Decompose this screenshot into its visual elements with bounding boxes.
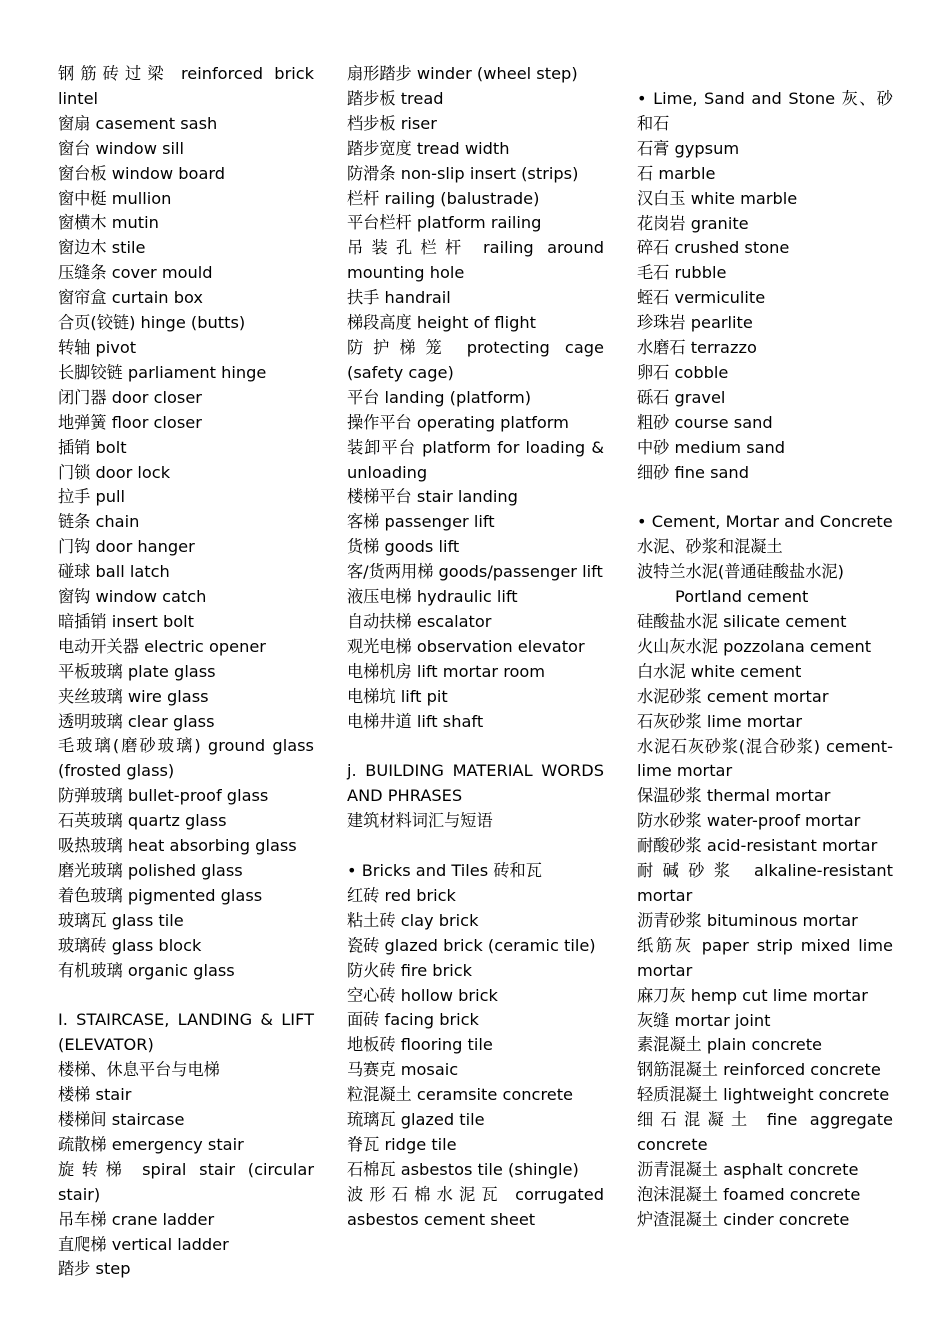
- glossary-entry: 窗中梃 mullion: [58, 188, 172, 208]
- glossary-entry: 踏步 step: [58, 1259, 131, 1279]
- glossary-entry: 珍珠岩 pearlite: [637, 313, 753, 333]
- glossary-entry: 合页(铰链) hinge (butts): [58, 313, 246, 333]
- glossary-entry: 保温砂浆 thermal mortar: [637, 786, 831, 806]
- glossary-entry: 细石混凝土 fine aggregate concrete: [637, 1110, 893, 1155]
- glossary-entry: 电动开关器 electric opener: [58, 636, 266, 656]
- glossary-entry: 粘土砖 clay brick: [347, 910, 479, 930]
- glossary-entry: 门锁 door lock: [58, 462, 171, 482]
- glossary-entry: 马赛克 mosaic: [347, 1060, 459, 1080]
- glossary-entry: 水泥砂浆 cement mortar: [637, 686, 829, 706]
- glossary-entry: • Lime, Sand and Stone 灰、砂和石: [637, 89, 893, 133]
- glossary-entry: 门钩 door hanger: [58, 537, 195, 557]
- glossary-entry: Portland cement: [675, 587, 809, 607]
- glossary-entry: 有机玻璃 organic glass: [58, 960, 235, 980]
- glossary-entry: 钢筋砖过梁 reinforced brick lintel: [58, 64, 314, 108]
- glossary-entry: 窗边木 stile: [58, 238, 146, 258]
- glossary-entry: 吊装孔栏杆 railing around mounting hole: [347, 238, 604, 283]
- glossary-entry: 窗帘盒 curtain box: [58, 288, 203, 308]
- glossary-entry: 楼梯 stair: [58, 1085, 132, 1105]
- glossary-entry: 窗钩 window catch: [58, 587, 207, 607]
- glossary-entry: 扇形踏步 winder (wheel step): [347, 64, 578, 83]
- glossary-entry: 石 marble: [637, 163, 716, 183]
- glossary-entry: 档步板 riser: [347, 113, 437, 133]
- glossary-entry: 装卸平台 platform for loading & unloading: [347, 437, 604, 482]
- glossary-entry: 平台栏杆 platform railing: [347, 213, 542, 233]
- glossary-entry: 蛭石 vermiculite: [637, 288, 766, 308]
- glossary-entry: 货梯 goods lift: [347, 537, 460, 557]
- glossary-entry: 着色玻璃 pigmented glass: [58, 885, 263, 905]
- glossary-entry: 液压电梯 hydraulic lift: [347, 587, 518, 607]
- glossary-entry: 水磨石 terrazzo: [637, 338, 757, 358]
- glossary-entry: 平台 landing (platform): [347, 387, 532, 407]
- glossary-entry: 花岗岩 granite: [637, 213, 749, 233]
- blank-line: [58, 984, 314, 1009]
- text-column-3: [637, 87, 893, 1233]
- glossary-entry: 火山灰水泥 pozzolana cement: [637, 636, 872, 656]
- glossary-entry: 防护梯笼 protecting cage (safety cage): [347, 337, 604, 382]
- glossary-entry: 拉手 pull: [58, 487, 126, 507]
- glossary-entry: 中砂 medium sand: [637, 437, 786, 457]
- glossary-entry: 楼梯间 staircase: [58, 1110, 185, 1130]
- glossary-entry: 炉渣混凝土 cinder concrete: [637, 1209, 850, 1229]
- glossary-entry: 栏杆 railing (balustrade): [347, 188, 540, 208]
- glossary-entry: 客/货两用梯 goods/passenger lift: [347, 562, 603, 582]
- glossary-entry: 砾石 gravel: [637, 387, 726, 407]
- glossary-entry: 波特兰水泥(普通硅酸盐水泥): [637, 562, 844, 582]
- glossary-entry: 平板玻璃 plate glass: [58, 661, 216, 681]
- glossary-entry: 卵石 cobble: [637, 362, 729, 382]
- glossary-entry: 红砖 red brick: [347, 885, 456, 905]
- glossary-entry: 窗扇 casement sash: [58, 113, 218, 133]
- glossary-entry: 观光电梯 observation elevator: [347, 636, 585, 656]
- blank-line: [347, 734, 604, 759]
- glossary-entry: 素混凝土 plain concrete: [637, 1035, 823, 1055]
- glossary-entry: 窗台板 window board: [58, 163, 226, 183]
- glossary-entry: 旋转梯 spiral stair (circular stair): [58, 1159, 314, 1204]
- glossary-entry: • Bricks and Tiles 砖和瓦: [347, 860, 542, 880]
- glossary-entry: 压缝条 cover mould: [58, 263, 213, 283]
- glossary-entry: 轻质混凝土 lightweight concrete: [637, 1085, 890, 1105]
- glossary-entry: 夹丝玻璃 wire glass: [58, 686, 209, 706]
- glossary-entry: 疏散梯 emergency stair: [58, 1134, 244, 1154]
- glossary-entry: 水泥石灰砂浆(混合砂浆) cement-lime mortar: [637, 736, 893, 781]
- glossary-entry: I. STAIRCASE, LANDING & LIFT (ELEVATOR): [58, 1010, 314, 1055]
- glossary-entry: 粗砂 course sand: [637, 412, 773, 432]
- glossary-entry: 石棉瓦 asbestos tile (shingle): [347, 1159, 579, 1179]
- glossary-entry: 石灰砂浆 lime mortar: [637, 711, 803, 731]
- glossary-entry: 泡沫混凝土 foamed concrete: [637, 1184, 861, 1204]
- glossary-entry: 电梯机房 lift mortar room: [347, 661, 546, 681]
- glossary-entry: 长脚铰链 parliament hinge: [58, 362, 267, 382]
- glossary-entry: 链条 chain: [58, 512, 140, 532]
- glossary-entry: 暗插销 insert bolt: [58, 611, 195, 631]
- glossary-entry: 防弹玻璃 bullet-proof glass: [58, 786, 269, 806]
- blank-line: [637, 486, 893, 511]
- glossary-entry: 沥青混凝土 asphalt concrete: [637, 1159, 859, 1179]
- glossary-entry: 电梯井道 lift shaft: [347, 711, 484, 731]
- glossary-entry: 石英玻璃 quartz glass: [58, 811, 227, 831]
- blank-line: [347, 834, 604, 859]
- glossary-entry: 麻刀灰 hemp cut lime mortar: [637, 985, 868, 1005]
- glossary-entry: 细砂 fine sand: [637, 462, 749, 482]
- glossary-entry: 钢筋混凝土 reinforced concrete: [637, 1060, 881, 1080]
- glossary-entry: 梯段高度 height of flight: [347, 313, 536, 333]
- glossary-entry: 碰球 ball latch: [58, 562, 170, 582]
- glossary-entry: 面砖 facing brick: [347, 1010, 479, 1030]
- glossary-entry: 防火砖 fire brick: [347, 960, 473, 980]
- glossary-entry: 毛玻璃(磨砂玻璃) ground glass (frosted glass): [58, 736, 314, 781]
- glossary-entry: 地弹簧 floor closer: [58, 412, 202, 432]
- glossary-entry: 磨光玻璃 polished glass: [58, 861, 243, 880]
- glossary-entry: 闭门器 door closer: [58, 387, 202, 407]
- glossary-entry: 玻璃瓦 glass tile: [58, 910, 184, 930]
- glossary-entry: 踏步宽度 tread width: [347, 138, 510, 158]
- glossary-entry: 操作平台 operating platform: [347, 412, 569, 432]
- glossary-entry: 客梯 passenger lift: [347, 512, 495, 532]
- glossary-entry: 硅酸盐水泥 silicate cement: [637, 612, 847, 632]
- glossary-entry: j. BUILDING MATERIAL WORDS AND PHRASES: [347, 761, 604, 806]
- glossary-entry: 插销 bolt: [58, 437, 127, 457]
- glossary-entry: 玻璃砖 glass block: [58, 935, 202, 955]
- glossary-entry: 毛石 rubble: [637, 263, 727, 283]
- glossary-entry: 转轴 pivot: [58, 337, 137, 357]
- glossary-entry: 直爬梯 vertical ladder: [58, 1234, 229, 1254]
- glossary-entry: 楼梯平台 stair landing: [347, 487, 518, 507]
- glossary-entry: 踏步板 tread: [347, 88, 444, 108]
- glossary-entry: 透明玻璃 clear glass: [58, 711, 215, 731]
- glossary-entry: 电梯坑 lift pit: [347, 686, 448, 706]
- glossary-entry: 建筑材料词汇与短语: [347, 811, 493, 831]
- glossary-entry: 防水砂浆 water-proof mortar: [637, 811, 861, 831]
- glossary-entry: 扶手 handrail: [347, 288, 451, 308]
- glossary-entry: 地板砖 flooring tile: [347, 1035, 493, 1055]
- glossary-entry: 汉白玉 white marble: [637, 188, 798, 208]
- glossary-entry: 吸热玻璃 heat absorbing glass: [58, 836, 297, 856]
- glossary-entry: 水泥、砂浆和混凝土: [637, 537, 783, 557]
- glossary-entry: 自动扶梯 escalator: [347, 611, 492, 631]
- glossary-entry: 白水泥 white cement: [637, 661, 802, 681]
- glossary-entry: 琉璃瓦 glazed tile: [347, 1110, 485, 1130]
- text-column-1: [58, 62, 314, 1282]
- glossary-entry: 波形石棉水泥瓦 corrugated asbestos cement sheet: [347, 1184, 604, 1229]
- glossary-entry: 耐碱砂浆 alkaline-resistant mortar: [637, 861, 893, 905]
- glossary-entry: 窗台 window sill: [58, 138, 185, 158]
- glossary-entry: 碎石 crushed stone: [637, 238, 790, 258]
- glossary-entry: 楼梯、休息平台与电梯: [58, 1060, 220, 1080]
- glossary-entry: 空心砖 hollow brick: [347, 985, 498, 1005]
- glossary-entry: 瓷砖 glazed brick (ceramic tile): [347, 935, 596, 955]
- glossary-entry: 沥青砂浆 bituminous mortar: [637, 910, 858, 930]
- glossary-entry: 窗横木 mutin: [58, 213, 159, 233]
- text-column-2: [347, 62, 604, 1233]
- glossary-entry: 灰缝 mortar joint: [637, 1010, 771, 1030]
- glossary-entry: 吊车梯 crane ladder: [58, 1209, 215, 1229]
- glossary-entry: 粒混凝土 ceramsite concrete: [347, 1085, 574, 1105]
- glossary-entry: 防滑条 non-slip insert (strips): [347, 163, 579, 183]
- glossary-entry: 纸筋灰 paper strip mixed lime mortar: [637, 935, 893, 980]
- glossary-entry: 脊瓦 ridge tile: [347, 1134, 457, 1154]
- glossary-entry: • Cement, Mortar and Concrete: [637, 512, 893, 532]
- glossary-entry: 耐酸砂浆 acid-resistant mortar: [637, 836, 878, 856]
- glossary-entry: 石膏 gypsum: [637, 138, 740, 158]
